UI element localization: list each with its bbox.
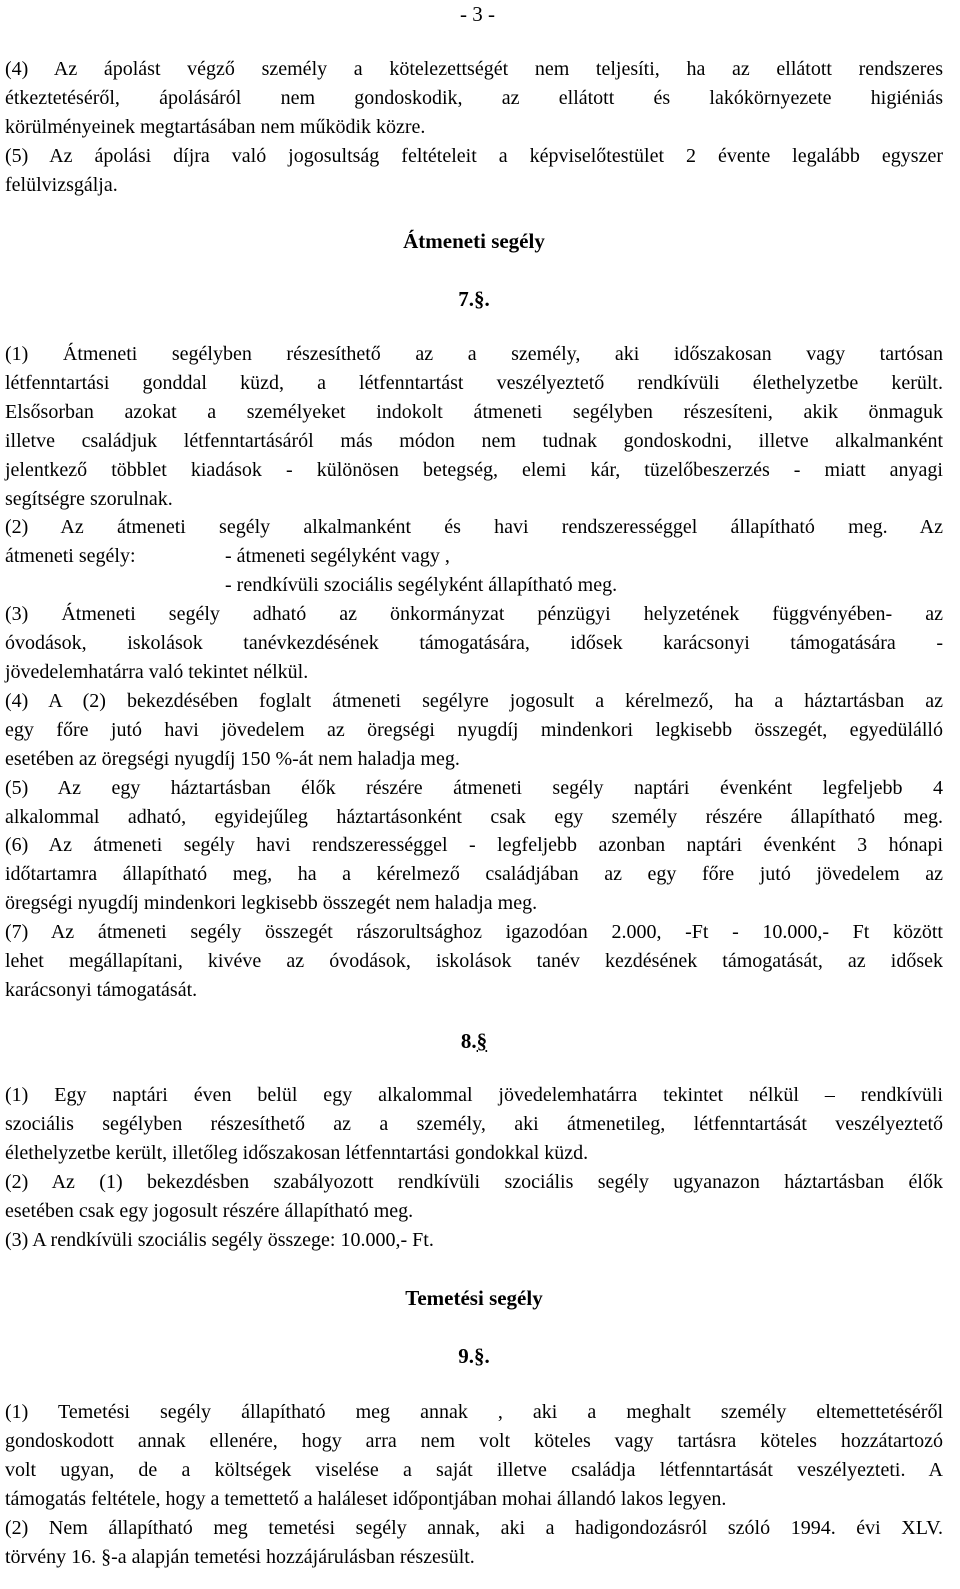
text-line: gondoskodott annak ellenére, hogy arra nem volt köteles vagy tartásra köteles hozzátartozó <box>5 1429 943 1452</box>
list-item: - rendkívüli szociális segélyként állapítható meg. <box>225 574 618 597</box>
section-number: 9.§. <box>458 1344 490 1368</box>
text-line: szociális segélyben részesíthető az a személy, aki átmenetileg, létfenntartását veszélyeztető <box>5 1112 943 1135</box>
text-line: (4) Az ápolást végző személy a kötelezettségét nem teljesíti, ha az ellátott rendszeres <box>5 58 943 80</box>
section-title: Átmeneti segély <box>403 229 545 253</box>
text-line: étkeztetéséről, ápolásáról nem gondoskodik, az ellátott és lakókörnyezete higiéniás <box>5 86 943 109</box>
section-number <box>5 1027 943 1055</box>
text-line: Elsősorban azokat a személyeket indokolt átmeneti segélyben részesíteni, akik önmaguk <box>5 400 943 423</box>
text-line: időtartamra állapítható meg, ha a kérelmező családjában az egy főre jutó jövedelem az <box>5 863 943 886</box>
text-line: (6) Az átmeneti segély havi rendszerességgel - legfeljebb azonban naptári évenként 3 hónapi <box>5 834 943 857</box>
text-line: jelentkező többlet kiadások - különösen betegség, elemi kár, tüzelőbeszerzés - miatt anyagi <box>5 458 943 481</box>
text-line: (1) Egy naptári éven belül egy alkalommal jövedelemhatárra tekintet nélkül – rendkívüli <box>5 1084 943 1106</box>
section-7-body <box>5 340 943 1005</box>
text-line: óvodások, iskolások tanévkezdésének támogatására, idősek karácsonyi támogatására - <box>5 632 943 655</box>
text-line: létfenntartási gonddal küzd, a létfenntartást veszélyeztető rendkívüli élethelyzetbe került. <box>5 371 943 394</box>
section-title: Temetési segély <box>405 1286 543 1310</box>
page-number: - 3 - <box>460 2 495 26</box>
text-line: (3) A rendkívüli szociális segély összege: 10.000,- Ft. <box>5 1228 434 1251</box>
section-number: 7.§. <box>458 287 490 311</box>
list-label: átmeneti segély: <box>5 545 136 568</box>
text-line: felülvizsgálja. <box>5 173 118 196</box>
text-line: támogatás feltétele, hogy a temettető a haláleset időpontjában mohai állandó lakos legyen. <box>5 1487 727 1510</box>
list-row <box>5 542 943 571</box>
text-line: öregségi nyugdíj mindenkori legkisebb összegét nem haladja meg. <box>5 892 538 915</box>
text-line: (4) A (2) bekezdésében foglalt átmeneti segélyre jogosult a kérelmező, ha a háztartásban az <box>5 689 943 712</box>
intro-paragraphs <box>5 55 943 200</box>
section-8-body <box>5 1081 943 1254</box>
text-line: (1) Átmeneti segélyben részesíthető az a személy, aki időszakosan vagy tartósan <box>5 343 943 365</box>
text-line: (5) Az egy háztartásban élők részére átmeneti segély naptári évenként legfeljebb 4 <box>5 776 943 799</box>
text-line: illetve családjuk létfenntartásáról más módon nem tudnak gondoskodni, illetve alkalmanként <box>5 429 943 452</box>
text-line: egy főre jutó havi jövedelem az öregségi nyugdíj mindenkori legkisebb összegét, egyedülálló <box>5 718 943 741</box>
list-row <box>5 571 943 600</box>
section-number-main: 8. <box>460 1029 477 1053</box>
text-line: (5) Az ápolási díjra való jogosultság feltételeit a képviselőtestület 2 évente legalább egyszer <box>5 144 943 167</box>
section-9-body <box>5 1398 943 1571</box>
text-line: (2) Nem állapítható meg temetési segély annak, aki a hadigondozásról szóló 1994. évi XLV. <box>5 1516 943 1539</box>
text-line: (7) Az átmeneti segély összegét rászorultsághoz igazodóan 2.000, -Ft - 10.000,- Ft között <box>5 921 943 944</box>
text-line: törvény 16. §-a alapján temetési hozzájárulásban részesült. <box>5 1545 475 1568</box>
text-line: (2) Az átmeneti segély alkalmanként és havi rendszerességgel állapítható meg. Az <box>5 516 943 539</box>
text-line: (1) Temetési segély állapítható meg annak , aki a meghalt személy eltemettetéséről <box>5 1401 943 1423</box>
text-line: jövedelemhatárra való tekintet nélkül. <box>5 660 309 683</box>
section-sign: § <box>476 1029 488 1053</box>
text-line: volt ugyan, de a költségek viselése a saját illetve családja létfenntartását veszélyezteti. A <box>5 1458 943 1481</box>
text-line: (3) Átmeneti segély adható az önkormányzat pénzügyi helyzetének függvényében- az <box>5 603 943 626</box>
text-line: esetében az öregségi nyugdíj 150 %-át nem haladja meg. <box>5 747 460 770</box>
text-line: karácsonyi támogatását. <box>5 978 198 1001</box>
list-label-spacer <box>5 571 225 600</box>
text-line: alkalommal adható, egyidejűleg háztartásonként csak egy személy részére állapítható meg. <box>5 805 943 828</box>
text-line: esetében csak egy jogosult részére állapítható meg. <box>5 1199 414 1222</box>
list-item: - átmeneti segélyként vagy , <box>225 545 450 568</box>
text-line: élethelyzetbe került, illetőleg időszakosan létfenntartási gondokkal küzd. <box>5 1141 589 1164</box>
text-line: lehet megállapítani, kivéve az óvodások, iskolások tanév kezdésének támogatását, az idősek <box>5 950 943 973</box>
text-line: (2) Az (1) bekezdésben szabályozott rendkívüli szociális segély ugyanazon háztartásban élők <box>5 1170 943 1193</box>
text-line: segítségre szorulnak. <box>5 487 173 510</box>
text-line: körülményeinek megtartásában nem működik közre. <box>5 115 426 138</box>
